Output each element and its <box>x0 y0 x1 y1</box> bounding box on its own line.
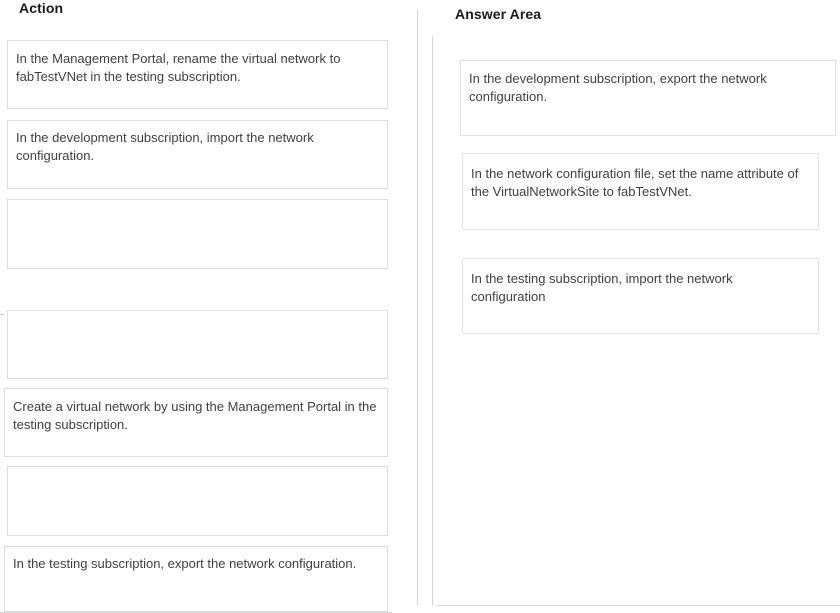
action-item-create-vnet[interactable] <box>4 388 388 457</box>
action-item-export-testing[interactable] <box>4 546 388 612</box>
answer-item-set-name-attribute[interactable] <box>462 153 819 230</box>
answer-area-heading: Answer Area <box>455 6 542 22</box>
action-slot-empty <box>7 310 388 379</box>
action-item-import-dev[interactable] <box>7 120 388 189</box>
action-item-rename-vnet[interactable] <box>7 40 388 109</box>
action-item-text: Create a virtual network by using the Management Portal in the testing subscription. <box>13 399 377 432</box>
answer-item-text: In the development subscription, export the network configuration. <box>469 71 767 104</box>
answer-item-text: In the network configuration file, set the name attribute of the VirtualNetworkSite to fabTestVNet. <box>471 166 799 199</box>
answer-area-border <box>432 36 433 606</box>
action-item-text: In the testing subscription, export the network configuration. <box>13 556 357 571</box>
action-slot-empty <box>7 466 388 536</box>
action-slot-empty <box>7 199 388 269</box>
action-item-text: In the Management Portal, rename the virtual network to fabTestVNet in the testing subscription. <box>16 51 341 84</box>
action-column-heading: Action <box>19 0 64 16</box>
divider-tick <box>0 314 4 315</box>
action-item-text: In the development subscription, import the network configuration. <box>16 130 314 163</box>
answer-item-import-testing[interactable] <box>462 258 819 334</box>
answer-area-bottom-border <box>437 605 840 606</box>
column-divider <box>417 10 418 605</box>
answer-item-export-dev[interactable] <box>460 60 836 136</box>
answer-item-text: In the testing subscription, import the network configuration <box>471 271 733 304</box>
